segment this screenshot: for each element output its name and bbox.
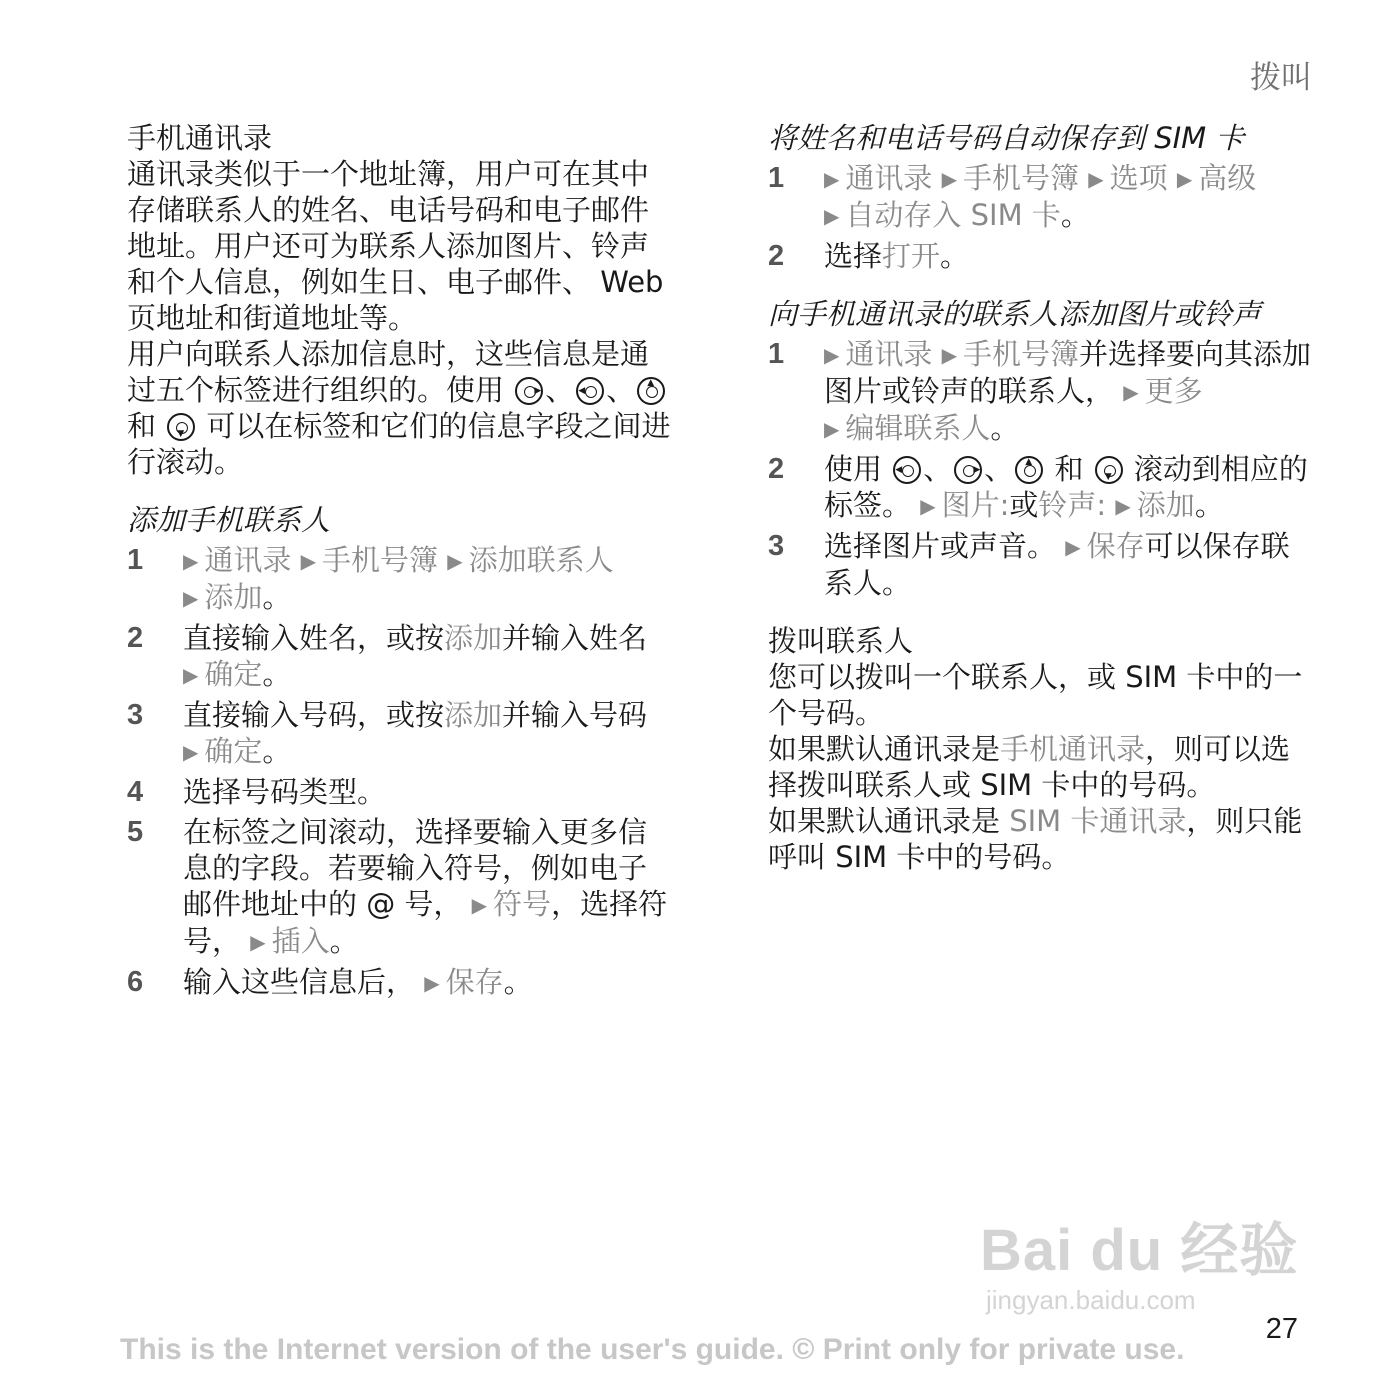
arrow-icon: ▶: [1123, 380, 1139, 404]
arrow-icon: ▶: [183, 663, 199, 687]
arrow-icon: ▶: [1115, 494, 1131, 518]
menu-item: 插入: [271, 924, 330, 958]
menu-item: 保存: [445, 965, 504, 999]
joystick-left-icon: [576, 377, 604, 405]
highlight: 打开: [882, 239, 941, 273]
joystick-right-icon: [954, 456, 982, 484]
menu-item: 通讯录: [845, 161, 933, 195]
arrow-icon: ▶: [447, 549, 463, 573]
step-1: [127, 542, 675, 616]
menu-item: 手机号簿: [963, 337, 1080, 371]
text: 。: [1194, 488, 1224, 522]
highlight: SIM 卡通讯录: [1009, 804, 1187, 838]
step-number: 4: [127, 776, 144, 808]
step-2: [127, 620, 675, 693]
arrow-icon: ▶: [941, 167, 958, 191]
step-number: 2: [127, 622, 144, 654]
menu-item: 选项: [1109, 161, 1168, 195]
step-body: [824, 160, 1318, 234]
call-paragraph-3: [768, 803, 1318, 875]
intro-paragraph: 通讯录类似于一个地址簿，用户可在其中存储联系人的姓名、电话号码和电子邮件地址。用户还可为联系人添加图片、铃声和个人信息，例如生日、电子邮件、 Web 页地址和街道地址等。: [127, 157, 664, 335]
menu-item: 通讯录: [845, 337, 933, 371]
step-4: [127, 774, 675, 810]
arrow-icon: ▶: [920, 494, 936, 518]
text: 、: [923, 452, 953, 486]
text: 在标签之间滚动，选择要输入更多信息的字段。若要输入符号，例如电子邮件地址中的 @ 号，: [183, 815, 648, 921]
step-body: [183, 964, 675, 1001]
menu-item: 添加: [204, 580, 263, 614]
text: 并选择要向其添加图片或铃声的联系人，: [824, 337, 1312, 408]
text: 。: [503, 965, 533, 999]
arrow-icon: ▶: [1065, 535, 1081, 559]
text: ，则只能呼叫 SIM 卡中的号码。: [768, 804, 1303, 874]
intro-paragraph-2: [127, 336, 675, 480]
section-title: 手机通讯录: [127, 121, 273, 155]
pic-step-2: [768, 451, 1318, 524]
text: 选择: [824, 239, 883, 273]
watermark-logo: Bai du 经验: [980, 1218, 1299, 1283]
arrow-icon: ▶: [824, 417, 840, 441]
footer-notice: This is the Internet version of the user's guide. © Print only for private use.: [120, 1333, 1185, 1366]
menu-item: 通讯录: [204, 543, 292, 577]
text: 、: [984, 452, 1014, 486]
text: 选择图片或声音。: [824, 529, 1066, 563]
arrow-icon: ▶: [250, 930, 266, 954]
menu-item: 编辑联系人: [845, 411, 991, 445]
joystick-down-icon: [167, 413, 195, 441]
arrow-icon: ▶: [1088, 167, 1104, 191]
text: 和: [127, 409, 166, 443]
joystick-up-icon: [1015, 456, 1043, 484]
arrow-icon: ▶: [300, 549, 317, 573]
arrow-icon: ▶: [824, 343, 840, 367]
left-column: [127, 120, 675, 1001]
step-number: 3: [768, 530, 785, 562]
arrow-icon: ▶: [183, 586, 199, 610]
step-number: 6: [127, 966, 144, 998]
menu-item: 手机号簿: [963, 161, 1080, 195]
arrow-icon: ▶: [183, 740, 199, 764]
step-body: [183, 542, 675, 616]
text: 。: [262, 580, 292, 614]
save-step-2: [768, 238, 1318, 274]
text: 。: [262, 657, 292, 691]
step-body: [183, 697, 675, 770]
joystick-down-icon: [1095, 456, 1123, 484]
call-paragraph-1: 您可以拨叫一个联系人，或 SIM 卡中的一个号码。: [768, 660, 1303, 730]
text: 直接输入号码，或按: [183, 698, 445, 732]
arrow-icon: ▶: [1176, 167, 1193, 191]
step-body: [824, 336, 1318, 447]
pic-step-3: [768, 528, 1318, 601]
menu-item: 确定: [204, 657, 263, 691]
page-number: 27: [1265, 1313, 1298, 1345]
step-number: 1: [127, 544, 144, 576]
menu-item: 更多: [1144, 374, 1203, 408]
text: 、: [545, 373, 575, 407]
text: 并输入号码: [502, 698, 648, 732]
text: 滚动到相应的标签。: [824, 452, 1308, 522]
step-number: 3: [127, 699, 144, 731]
text: 并输入姓名: [502, 621, 648, 655]
arrow-icon: ▶: [824, 204, 840, 228]
pic-step-1: [768, 336, 1318, 447]
joystick-right-icon: [515, 377, 543, 405]
text: 用户向联系人添加信息时，这些信息是通过五个标签进行组织的。使用: [127, 337, 650, 407]
step-number: 1: [768, 338, 785, 370]
text: 使用: [824, 452, 892, 486]
step-number: 5: [127, 816, 144, 848]
arrow-icon: ▶: [471, 893, 488, 917]
menu-item: 高级: [1198, 161, 1257, 195]
add-contact-title: 添加手机联系人: [127, 503, 331, 537]
step-body: [824, 451, 1318, 524]
menu-item: 确定: [204, 734, 263, 768]
step-body: [183, 620, 675, 693]
text: ，则可以选择拨叫联系人或 SIM 卡中的号码。: [768, 732, 1291, 802]
step-body: [824, 528, 1318, 601]
menu-item: 保存: [1086, 529, 1145, 563]
text: 可以在标签和它们的信息字段之间进行滚动。: [127, 409, 671, 479]
step-body: [183, 814, 675, 960]
menu-item: 手机号簿: [322, 543, 439, 577]
add-picture-title: 向手机通讯录的联系人添加图片或铃声: [768, 297, 1262, 331]
joystick-up-icon: [637, 377, 665, 405]
text: 。: [262, 734, 292, 768]
save-step-1: [768, 160, 1318, 234]
menu-item: 符号: [493, 887, 552, 921]
text: 输入这些信息后，: [183, 965, 425, 999]
text: 或: [1009, 488, 1039, 522]
arrow-icon: ▶: [424, 971, 440, 995]
menu-item: 添加联系人: [468, 543, 614, 577]
watermark-url: jingyan.baidu.com: [986, 1285, 1196, 1315]
joystick-left-icon: [893, 456, 921, 484]
menu-item: 铃声:: [1038, 488, 1107, 522]
text: 如果默认通讯录是: [768, 732, 1001, 766]
text: 、: [606, 373, 636, 407]
highlight: 添加: [444, 621, 503, 655]
menu-item: 自动存入 SIM 卡: [845, 198, 1061, 232]
right-column: [768, 120, 1318, 875]
text: 可以保存联系人。: [824, 529, 1290, 600]
menu-item: 图片:: [941, 488, 1010, 522]
step-body: 选择号码类型。: [183, 775, 387, 809]
step-body: [824, 238, 1318, 274]
step-3: [127, 697, 675, 770]
text: 。: [329, 924, 359, 958]
call-paragraph-2: [768, 731, 1318, 803]
highlight: 手机通讯录: [1000, 732, 1146, 766]
menu-item: 添加: [1136, 488, 1195, 522]
text: 。: [940, 239, 970, 273]
text: 。: [990, 411, 1020, 445]
step-5: [127, 814, 675, 960]
step-number: 2: [768, 453, 785, 485]
step-number: 2: [768, 240, 785, 272]
text: 。: [1060, 198, 1090, 232]
step-number: 1: [768, 162, 785, 194]
text: 和: [1045, 452, 1093, 486]
arrow-icon: ▶: [824, 167, 840, 191]
page-header: 拨叫: [1250, 60, 1312, 96]
step-6: [127, 964, 675, 1001]
auto-save-title: 将姓名和电话号码自动保存到 SIM 卡: [768, 121, 1245, 155]
call-contact-title: 拨叫联系人: [768, 624, 914, 658]
text: 如果默认通讯录是: [768, 804, 1010, 838]
arrow-icon: ▶: [183, 549, 199, 573]
baidu-watermark: [980, 1185, 1300, 1335]
text: 直接输入姓名，或按: [183, 621, 445, 655]
arrow-icon: ▶: [941, 343, 958, 367]
text: ，选择符号，: [183, 887, 668, 958]
highlight: 添加: [444, 698, 503, 732]
